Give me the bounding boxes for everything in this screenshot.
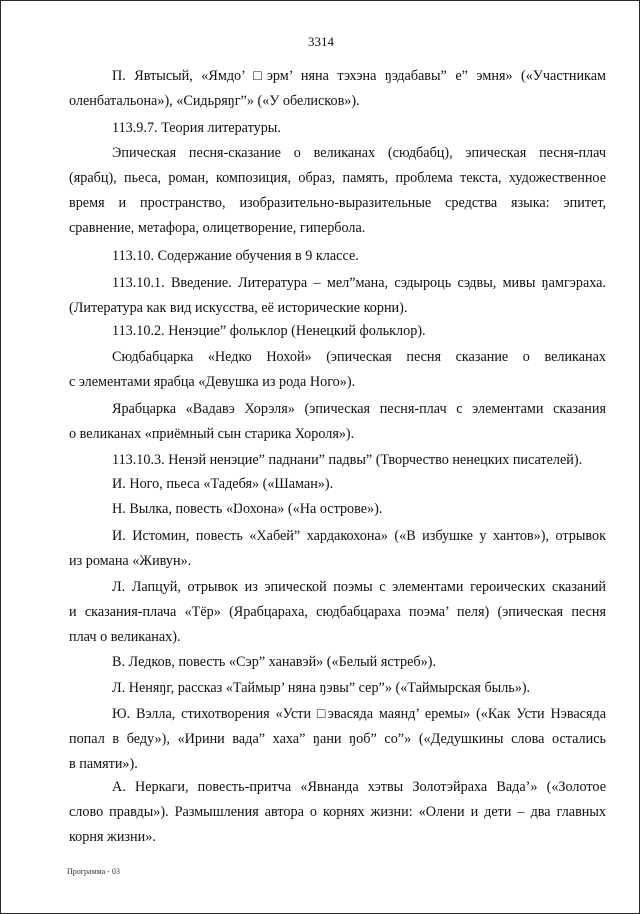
paragraph-yavtysy — [69, 64, 606, 114]
text-line: Л. Лапцуй, отрывок из эпической поэмы с элементами героических сказаний — [112, 579, 606, 595]
section-heading-theory — [69, 116, 606, 141]
text-line: и сказания-плача «Тёр» (Ярабцараха, сюдбабцараха поэма’ пеля) (эпическая песня — [69, 604, 606, 620]
text-line: о великанах «приёмный сын старика Хороля»). — [69, 426, 355, 442]
text-line: А. Неркаги, повесть-притча «Явнанда хэтвы Золотэйраха Вада’» («Золотое — [112, 779, 606, 795]
text-line: в памяти»). — [69, 756, 138, 772]
section-heading-folklore — [69, 319, 606, 344]
paragraph-introduction — [69, 271, 606, 321]
text-line: 113.9.7. Теория литературы. — [112, 120, 281, 136]
section-heading-writers — [69, 448, 606, 473]
paragraph-vadave-khorelya — [69, 397, 606, 447]
text-line: (Литература как вид искусства, её исторические корни). — [69, 300, 408, 316]
text-line: (ярабц), пьеса, роман, композиция, образ, память, проблема текста, художественное — [69, 170, 606, 186]
paragraph-vylka — [69, 497, 606, 522]
text-line: И. Ного, пьеса «Тадебя» («Шаман»). — [112, 476, 334, 492]
text-line: с элементами ярабца «Девушка из рода Ного»). — [69, 374, 356, 390]
page-footer: Программа - 03 — [67, 867, 120, 876]
text-line: Эпическая песня-сказание о великанах (сюдбабц), эпическая песня-плач — [112, 145, 606, 161]
text-line: Сюдбабцарка «Недко Нохой» (эпическая песня сказание о великанах — [112, 349, 606, 365]
text-line: оленбатальона»), «Сидьряŋг”» («У обелисков»). — [69, 93, 360, 109]
text-line: Л. Неняŋг, рассказ «Таймыр’ няна ŋэвы” сер”» («Таймырская быль»). — [112, 680, 531, 696]
text-line: Ю. Вэлла, стихотворения «Усти □эвасяда маянд’ еремы» («Как Усти Нэвасяда — [112, 706, 606, 722]
text-line: попал в беду»), «Ирини вада” хаха” ŋани ŋоб” со”» («Дедушкины слова остались — [69, 731, 606, 747]
section-heading-grade9 — [69, 244, 606, 269]
paragraph-nerkagi — [69, 775, 606, 850]
text-line: Н. Вылка, повесть «Ŋохона» («На острове»). — [112, 501, 383, 517]
page-number: 3314 — [308, 34, 334, 49]
paragraph-laptsuy — [69, 575, 606, 650]
paragraph-nogo — [69, 472, 606, 497]
paragraph-vella — [69, 702, 606, 777]
text-line: корня жизни». — [69, 829, 156, 845]
text-line: П. Явтысый, «Ямдо’ □эрм’ няна тэхэна ŋэдабавы” е” эмня» («Участникам — [112, 68, 606, 84]
text-line: 113.10. Содержание обучения в 9 классе. — [112, 248, 359, 264]
text-line: 113.10.1. Введение. Литература – мел”мана, сэдыроць сэдвы, мивы ŋамгэраха. — [112, 275, 606, 291]
text-line: плач о великанах). — [69, 629, 181, 645]
text-line: из романа «Живун». — [69, 553, 192, 569]
text-line: время и пространство, изобразительно-выразительные средства языка: эпитет, — [69, 195, 606, 211]
paragraph-istomin — [69, 524, 606, 574]
text-line: 113.10.3. Ненэй ненэцие” паднани” падвы” (Творчество ненецких писателей). — [112, 452, 583, 468]
text-line: И. Истомин, повесть «Хабей” хардакохона» («В избушке у хантов»), отрывок — [112, 528, 606, 544]
paragraph-epic-terms — [69, 141, 606, 241]
paragraph-nedko-nokhoy — [69, 345, 606, 395]
text-line: слово правды»). Размышления автора о корнях жизни: «Олени и дети – два главных — [69, 804, 606, 820]
text-line: сравнение, метафора, олицетворение, гипербола. — [69, 220, 366, 236]
paragraph-ledkov — [69, 650, 606, 675]
paragraph-nenyang — [69, 676, 606, 701]
text-line: Ярабцарка «Вадавэ Хорэля» (эпическая песня-плач с элементами сказания — [112, 401, 606, 417]
text-line: 113.10.2. Ненэцие” фольклор (Ненецкий фольклор). — [112, 323, 426, 339]
text-line: В. Ледков, повесть «Сэр” ханавэй» («Белый ястреб»). — [112, 654, 436, 670]
